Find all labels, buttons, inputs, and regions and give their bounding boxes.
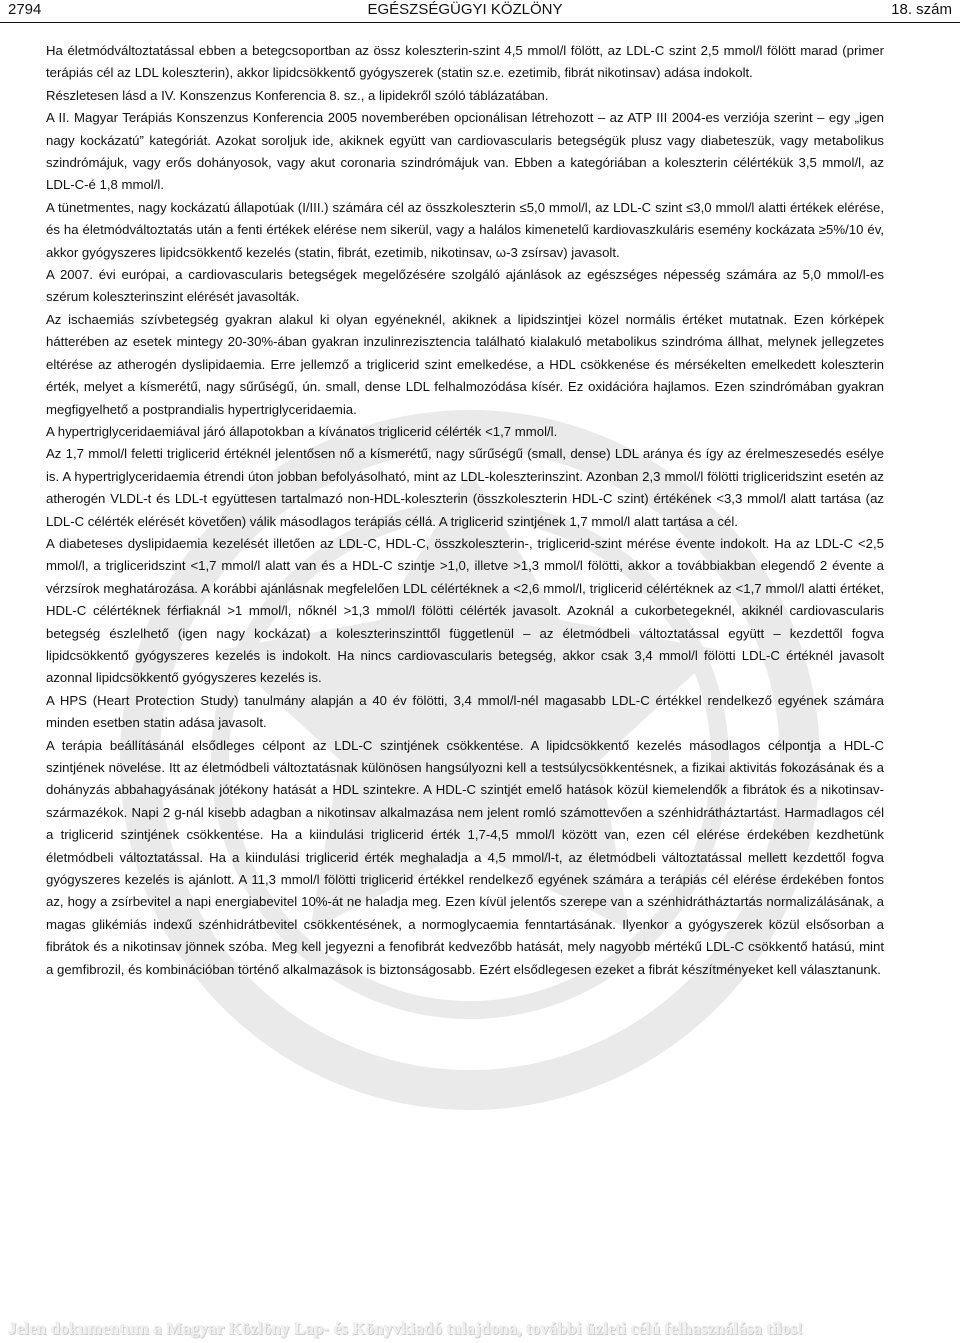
paragraph: A HPS (Heart Protection Study) tanulmány alapján a 40 év fölötti, 3,4 mmol/l-nél magasabb LDL-C értékkel rendelkező egyének számára minden esetben statin adása javasolt. [46, 692, 884, 731]
paragraph: A hypertriglyceridaemiával járó állapotokban a kívánatos triglicerid célérték <1,7 mmol/l. [46, 423, 558, 439]
journal-title: EGÉSZSÉGÜGYI KÖZLÖNY [367, 1, 563, 18]
paragraph: Az ischaemiás szívbetegség gyakran alakul ki olyan egyéneknél, akiknek a lipidszintjei közel normális értéket mutatnak. Ezen kórképek hátterében az esetek mintegy 20-30%-ában gyakran inzulinrezisztencia található kialakuló metabolikus szindróma állhat, melynek jellegzetes eltérése az atherogén dyslipidaemia. Erre jellemző a triglicerid szint emelkedése, a HDL csökkenése és mérsékelten emelkedett koleszterin érték, melyet a kísmerétű, nagy sűrűségű, ún. small, dense LDL felhalmozódása kísér. Ez oxidációra hajlamos. Ezen szindrómában gyakran megfigyelhető a postprandialis hypertriglyceridaemia. [46, 311, 884, 417]
footer-notice-text: Jelen dokumentum a Magyar Közlöny Lap- és Könyvkiadó tulajdona, további üzleti célú felhasználása tilos! [8, 1319, 803, 1338]
paragraph: Részletesen lásd a IV. Konszenzus Konferencia 8. sz., a lipidekről szóló táblázatában. [46, 87, 549, 103]
paragraph: A tünetmentes, nagy kockázatú állapotúak (I/III.) számára cél az összkoleszterin ≤5,0 mmol/l, az LDL-C szint ≤3,0 mmol/l alatti értékek elérése, és ha életmódváltoztatás után a fenti értékek elérése nem sikerül, vagy a halálos kimenetelű kardiovaszkuláris esemény kockázata ≥5%/10 év, akkor gyógyszeres lipidcsökkentő kezelés (statin, fibrát, ezetimib, nikotinsav, ω-3 zsírsav) javasolt. [46, 199, 884, 260]
header-rule [0, 22, 960, 23]
issue-number: 18. szám [891, 1, 952, 18]
paragraph: A terápia beállításánál elsődleges célpont az LDL-C szintjének csökkentése. A lipidcsökkentő kezelés másodlagos célpontja a HDL-C szintjének növelése. Itt az életmódbeli változtatásnak különösen hangsúlyozni kell a testsúlycsökkentésnek, a fizikai aktivitás fokozásának és a dohányzás abbahagyásának jótékony hatását a HDL szintekre. A HDL-C szintjét emelő hatások közül kiemelendők a fibrátok és a nikotinsav-származékok. Napi 2 g-nál kisebb adagban a nikotinsav alkalmazása nem jelent romló számottevően a szénhidrátháztartást. Harmadlagos cél a triglicerid szintjének csökkentése. Ha a kiindulási triglicerid érték 1,7-4,5 mmol/l között van, ezen cél elérése érdekében kezdhetünk életmódbeli változtatással. Ha a kiindulási triglicerid érték meghaladja a 4,5 mmol/l-t, az életmódbeli változtatással mellett kezdettől fogva gyógyszeres kezelés is ajánlott. A 11,3 mmol/l fölötti triglicerid értékkel rendelkező egyének számára a terápiás cél elérése érdekében fontos az, hogy a zsírbevitel a napi energiabevitel 10%-át ne haladja meg. Ezen kívül jelentős szerepe van a szénhidrátháztartás normalizálásának, a magas glikémiás indexű szénhidrátbevitel csökkentésének, a normoglycaemia fenntartásának. Ilyenkor a gyógyszerek közül elsősorban a fibrátok és a nikotinsav jönnek szóba. Meg kell jegyezni a fenofibrát kedvezőbb hatását, mely nagyobb mértékű LDL-C csökkentő hatású, mint a gemfibrozil, és kombinációban történő alkalmazások is biztonságosabb. Ezért elsődlegesen ezeket a fibrát készítményeket kell választanunk. [46, 737, 884, 977]
paragraph: Ha életmódváltoztatással ebben a betegcsoportban az össz koleszterin-szint 4,5 mmol/l fölött, az LDL-C szint 2,5 mmol/l fölött marad (primer terápiás cél az LDL koleszterin), akkor lipidcsökkentő gyógyszerek (statin sz.e. ezetimib, fibrát nikotinsav) adása indokolt. [46, 43, 884, 81]
document-body [46, 40, 884, 981]
paragraph: A 2007. évi európai, a cardiovascularis betegségek megelőzésére szolgáló ajánlások az egészséges népesség számára az 5,0 mmol/l-es szérum koleszterinszint elérését javasolták. [46, 267, 884, 305]
footer-notice [0, 1319, 960, 1343]
page-header [0, 0, 960, 24]
paragraph: A diabeteses dyslipidaemia kezelését illetően az LDL-C, HDL-C, összkoleszterin-, triglicerid-szint mérése évente indokolt. Ha az LDL-C <2,5 mmol/l, a trigliceridszint <1,7 mmol/l alatt van és a HDL-C szintje >1,0, illetve >1,3 mmol/l fölötti, akkor a továbbiakban elegendő 2 évente a vérzsírok meghatározása. A korábbi ajánlásnak megfelelően LDL célértéknek a <2,6 mmol/l, triglicerid célértéknek az <1,7 mmol/l alatti értéket, HDL-C célértéknek férfiaknál >1 mmol/l, nőknél >1,3 mmol/l fölötti célérték javasolt. Azoknál a cukorbetegeknél, akiknél cardiovascularis betegség észlelhető (igen nagy kockázat) a koleszterinszinttől függetlenül – az életmódbeli változtatással együtt – kezdettől fogva lipidcsökkentő gyógyszeres kezelés is indokolt. Ha nincs cardiovascularis betegség, akkor csak 3,4 mmol/l fölötti LDL-C értéknél javasolt azonnal lipidcsökkentő gyógyszeres kezelés is. [46, 535, 884, 686]
paragraph: A II. Magyar Terápiás Konszenzus Konferencia 2005 novemberében opcionálisan létrehozott – az ATP III 2004-es verziója szerint – egy „igen nagy kockázatú” kategóriát. Azokat soroljuk ide, akiknek együtt van cardiovascularis betegségük plusz vagy diabeteszük, vagy metabolikus szindrómájuk, vagy erős dohányosok, vagy akut coronaria szindrómájuk van. Ebben a kategóriában a koleszterin célértékük 3,5 mmol/l, az LDL-C-é 1,8 mmol/l. [46, 110, 884, 193]
paragraph: Az 1,7 mmol/l feletti triglicerid értéknél jelentősen nő a kísmerétű, nagy sűrűségű (small, dense) LDL aránya és így az érelmeszesedés esélye is. A hypertriglyceridaemia étrendi úton jobban befolyásolható, mint az LDL-koleszterinszint. Azonban 2,3 mmol/l fölötti trigliceridszint esetén az atherogén VLDL-t és LDL-t együttesen tartalmazó non-HDL-koleszterin (összkoleszterin HDL-C szint) értékének <3,3 mmol/l alatt tartása (az LDL-C célérték elérését követően) válik másodlagos terápiás céllá. A triglicerid szintjének 1,7 mmol/l alatt tartása a cél. [46, 446, 884, 529]
page-number: 2794 [8, 1, 42, 18]
